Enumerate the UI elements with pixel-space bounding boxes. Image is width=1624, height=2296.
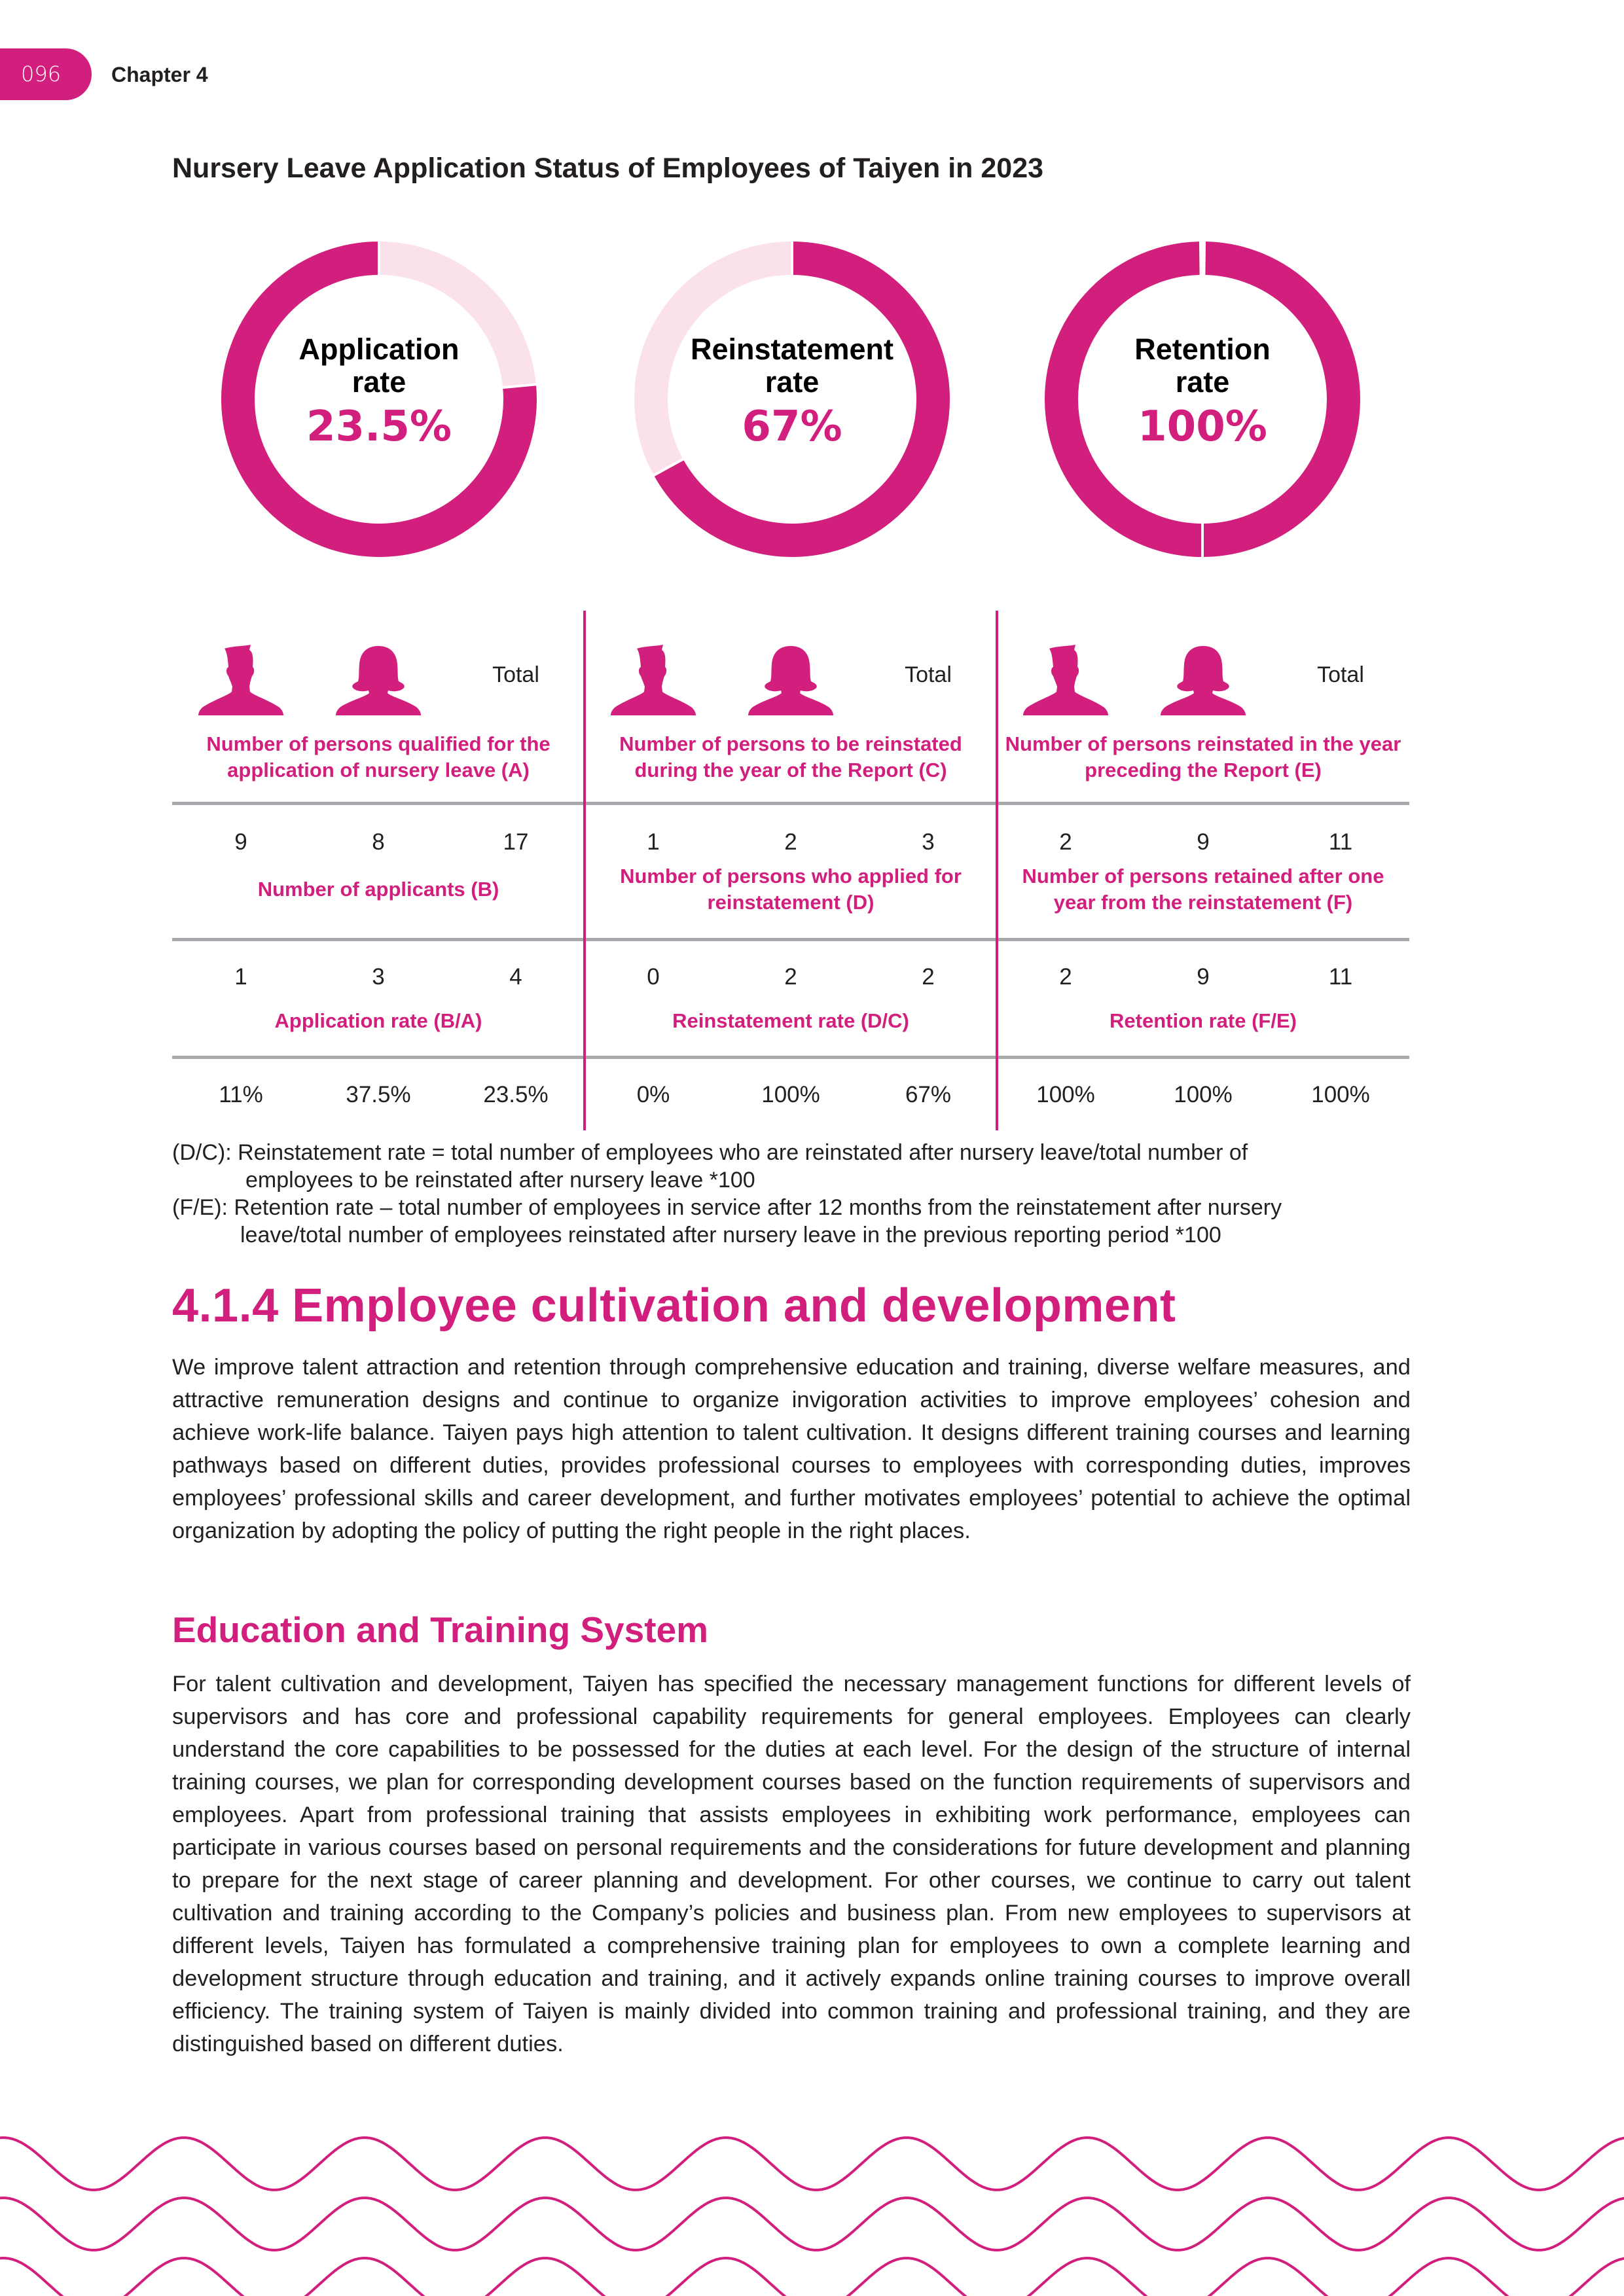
page-number-badge: 096 [0, 48, 92, 100]
table-group [997, 611, 1409, 1130]
donut-retention-rate [1042, 239, 1363, 560]
row-divider [172, 802, 1409, 805]
footnote-dc [172, 1139, 1416, 1194]
female-person-icon [1161, 645, 1246, 715]
female-value: 8 [372, 829, 385, 855]
male-value: 100% [1036, 1082, 1095, 1107]
wave-line [0, 2258, 1624, 2296]
row-label: Number of applicants (B) [257, 878, 499, 901]
column-divider [583, 611, 586, 1130]
total-value: 11 [1328, 964, 1353, 990]
row-divider [172, 938, 1409, 941]
female-value: 3 [372, 964, 385, 990]
male-value: 2 [1059, 829, 1072, 855]
total-value: 2 [922, 964, 935, 990]
donut-chart-svg [632, 239, 952, 560]
total-value: 11 [1328, 829, 1353, 855]
male-person-icon [1023, 645, 1108, 715]
total-value: 17 [503, 829, 529, 855]
total-value: 100% [1311, 1082, 1370, 1107]
total-value: 4 [509, 964, 522, 990]
donut-value: 67% [742, 403, 842, 451]
footnote-line: employees to be reinstated after nursery leave *100 [245, 1168, 755, 1193]
male-value: 0% [636, 1082, 670, 1107]
male-person-icon [198, 645, 283, 715]
female-value: 9 [1197, 964, 1210, 990]
donut-label-line1: Retention [1134, 332, 1271, 366]
donut-chart-svg [219, 239, 539, 560]
table-group [585, 611, 997, 1130]
row-label: Application rate (B/A) [274, 1009, 482, 1032]
total-column-label: Total [1317, 662, 1364, 687]
male-value: 1 [234, 964, 247, 990]
male-value: 11% [219, 1082, 263, 1107]
donut-label-line1: Reinstatement [690, 332, 894, 366]
female-value: 37.5% [346, 1082, 411, 1107]
donut-label-line2: rate [352, 365, 406, 399]
female-person-icon [336, 645, 421, 715]
chart-title: Nursery Leave Application Status of Employees of Taiyen in 2023 [172, 152, 1044, 184]
male-person-icon [611, 645, 696, 715]
section-heading: 4.1.4 Employee cultivation and development [172, 1280, 1176, 1332]
row-label: Number of persons reinstated in the year preceding the Report (E) [1005, 732, 1401, 781]
male-value: 0 [647, 964, 660, 990]
donut-label-line2: rate [765, 365, 820, 399]
row-label: Number of persons retained after one year from the reinstatement (F) [1022, 865, 1384, 914]
wave-line [0, 2138, 1624, 2190]
total-value: 67% [905, 1082, 952, 1107]
male-value: 9 [234, 829, 247, 855]
donut-segment-value [1043, 240, 1202, 558]
nursery-leave-table [172, 611, 1409, 1130]
row-divider [172, 1056, 1409, 1059]
total-value: 3 [922, 829, 935, 855]
footnote-fe [172, 1194, 1416, 1249]
column-divider [996, 611, 998, 1130]
female-value: 100% [1174, 1082, 1233, 1107]
row-label: Retention rate (F/E) [1110, 1009, 1297, 1032]
donut-chart-svg [1042, 239, 1363, 560]
female-value: 100% [761, 1082, 820, 1107]
subsection-heading: Education and Training System [172, 1609, 709, 1650]
female-value: 2 [784, 829, 797, 855]
wave-line [0, 2198, 1624, 2250]
row-label: Number of persons to be reinstated during the year of the Report (C) [619, 732, 962, 781]
donut-segment-value [1202, 240, 1362, 558]
table-group [172, 611, 585, 1130]
male-value: 1 [647, 829, 660, 855]
total-value: 23.5% [483, 1082, 549, 1107]
donut-label-line2: rate [1175, 365, 1230, 399]
donut-application-rate [219, 239, 539, 560]
female-person-icon [748, 645, 833, 715]
footnote-line: (D/C): Reinstatement rate = total number of employees who are reinstated after nursery leave/total number of [172, 1140, 1248, 1165]
donut-value: 100% [1138, 403, 1267, 451]
female-value: 9 [1197, 829, 1210, 855]
total-column-label: Total [905, 662, 952, 687]
row-label: Number of persons qualified for the application of nursery leave (A) [206, 732, 550, 781]
subsection-paragraph: For talent cultivation and development, Taiyen has specified the necessary management functions for different levels of supervisors and has core and professional capability requirements for general employees. Employees can clearly understand the core capabilities to be possessed for the duties at each level. For the design of the structure of internal training courses, we plan for corresponding development courses based on the function requirements of supervisors and employees. Apart from professional training that assists employees in exhibiting work performance, employees can participate in various courses based on personal requirements and the considerations for future development and planning to prepare for the next stage of career planning and development. For other courses, we continue to carry out talent cultivation and training according to the Company’s policies and business plan. From new employees to supervisors at different levels, Taiyen has formulated a comprehensive training plan for employees to own a complete learning and development structure through education and training, and it actively expands online training courses to improve overall efficiency. The training system of Taiyen is mainly divided into common training and professional training, and they are distinguished based on different duties. [172, 1672, 1411, 2056]
row-label: Reinstatement rate (D/C) [672, 1009, 909, 1032]
donut-value: 23.5% [306, 403, 452, 451]
footnote-line: leave/total number of employees reinstated after nursery leave in the previous reporting period *100 [240, 1223, 1221, 1247]
donut-label-line1: Application [298, 332, 460, 366]
female-value: 2 [784, 964, 797, 990]
male-value: 2 [1059, 964, 1072, 990]
footnote-line: (F/E): Retention rate – total number of employees in service after 12 months from the reinstatement after nursery [172, 1195, 1282, 1220]
donut-label [1042, 333, 1363, 399]
total-column-label: Total [492, 662, 539, 687]
donut-label [632, 333, 952, 399]
chapter-label: Chapter 4 [111, 63, 208, 86]
donut-reinstatement-rate [632, 239, 952, 560]
decorative-waves [0, 2094, 1624, 2296]
row-label: Number of persons who applied for reinstatement (D) [620, 865, 962, 914]
section-paragraph: We improve talent attraction and retention through comprehensive education and training, diverse welfare measures, and attractive remuneration designs and continue to organize invigoration activities to improve employees’ cohesion and achieve work-life balance. Taiyen pays high attention to talent cultivation. It designs different training courses and learning pathways based on different duties, provides professional courses to employees with corresponding duties, improves employees’ professional skills and career development, and further motivates employees’ potential to achieve the optimal organization by adopting the policy of putting the right people in the right places. [172, 1355, 1411, 1543]
donut-label [219, 333, 539, 399]
